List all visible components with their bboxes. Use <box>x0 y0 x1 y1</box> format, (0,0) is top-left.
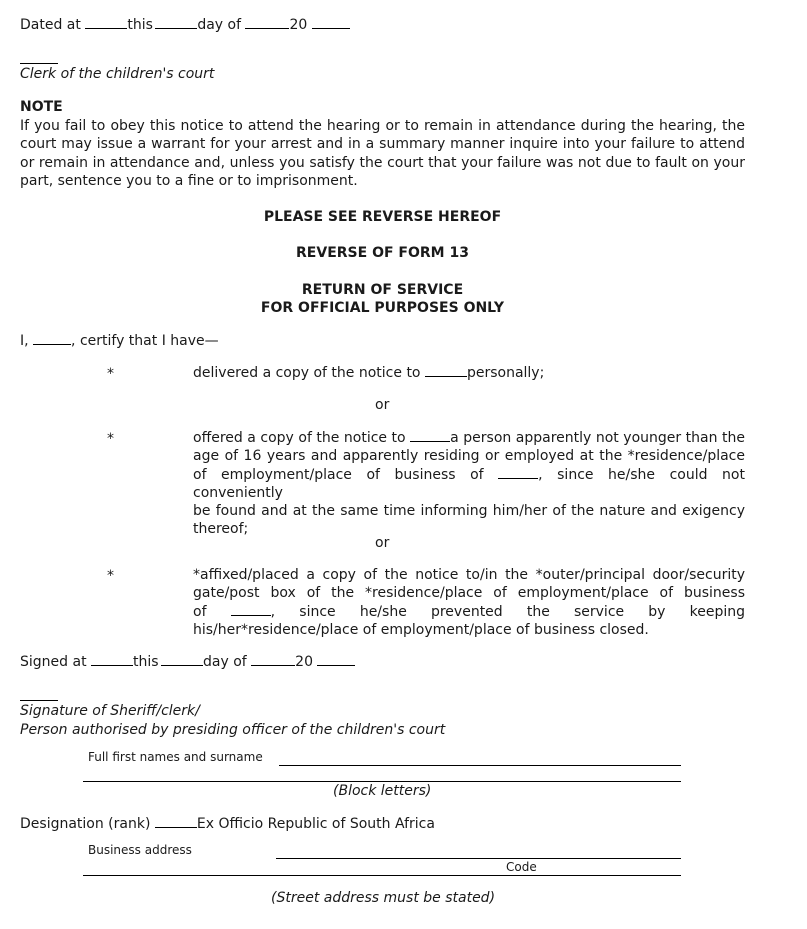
or-separator: or <box>375 535 390 551</box>
option-offered-line: thereof; <box>193 521 249 538</box>
designation-label: Designation (rank) <box>20 816 151 832</box>
signed-year-label: 20 <box>295 654 313 670</box>
option-affixed-line: his/her*residence/place of employment/place of business closed. <box>193 621 649 638</box>
certify-rest: , certify that I have— <box>71 333 219 349</box>
signature-subtitle: Person authorised by presiding officer of the children's court <box>20 722 446 738</box>
offered-text-d: , since he/she could not conveniently <box>193 466 745 501</box>
designation-rank-blank <box>155 815 197 828</box>
option-delivered-text: delivered a copy of the notice to <box>193 365 421 381</box>
signed-place-blank <box>91 653 133 666</box>
option-offered-line: age of 16 years and apparently residing or employed at the *residence/place <box>193 448 745 465</box>
delivered-to-blank <box>425 364 467 377</box>
certify-name-blank <box>33 332 71 345</box>
dated-day-blank <box>155 16 197 29</box>
return-service-heading: RETURN OF SERVICE <box>301 282 464 298</box>
clerk-signature-line <box>20 63 58 64</box>
designation-line <box>20 815 435 832</box>
signed-line <box>20 653 355 670</box>
offered-text-a: offered a copy of the notice to <box>193 430 406 446</box>
dated-year-blank <box>312 16 350 29</box>
day-of-label: day of <box>197 17 242 33</box>
reverse-form-heading: REVERSE OF FORM 13 <box>296 245 469 261</box>
affixed-of-blank <box>231 603 271 616</box>
offered-text-c: of employment/place of business of <box>193 466 484 483</box>
option-offered <box>193 429 745 539</box>
signed-month-blank <box>251 653 295 666</box>
affixed-text-b: , since he/she prevented the service by keeping <box>270 603 746 620</box>
block-letters-note: (Block letters) <box>333 783 432 799</box>
signature-title: Signature of Sheriff/clerk/ <box>20 703 200 719</box>
option-bullet: * <box>107 366 114 382</box>
signed-day-blank <box>161 653 203 666</box>
option-affixed <box>193 566 745 639</box>
option-bullet: * <box>107 431 114 447</box>
note-heading: NOTE <box>20 99 63 115</box>
option-affixed-line: *affixed/placed a copy of the notice to/in the *outer/principal door/security <box>193 567 745 583</box>
full-names-label: Full first names and surname <box>88 750 263 764</box>
signed-this-label: this <box>133 654 159 670</box>
certify-i: I, <box>20 333 29 349</box>
affixed-text-a: of <box>193 603 207 620</box>
designation-rest: Ex Officio Republic of South Africa <box>196 816 435 832</box>
note-line: part, sentence you to a fine or to imprisonment. <box>20 172 358 189</box>
sheriff-signature-line <box>20 700 58 701</box>
option-offered-line <box>193 429 745 447</box>
full-names-second-line[interactable] <box>83 781 681 782</box>
or-separator: or <box>375 397 390 413</box>
dated-line <box>20 16 350 33</box>
option-affixed-line <box>193 603 745 621</box>
option-offered-line <box>193 466 745 503</box>
note-line: If you fail to obey this notice to attend the hearing or to remain in attendance during the hearing, the <box>20 118 745 134</box>
option-delivered-personally: personally; <box>466 365 545 381</box>
code-label: Code <box>506 860 537 874</box>
offered-to-blank <box>410 429 450 442</box>
offered-text-b: a person apparently not younger than the <box>450 430 746 446</box>
business-address-label: Business address <box>88 843 192 857</box>
signed-year-blank <box>317 653 355 666</box>
signed-day-of-label: day of <box>203 654 247 670</box>
dated-place-blank <box>85 16 127 29</box>
business-address-field-line[interactable] <box>276 858 681 859</box>
note-body <box>20 117 745 190</box>
this-label: this <box>127 17 153 33</box>
dated-month-blank <box>245 16 289 29</box>
official-purposes-heading: FOR OFFICIAL PURPOSES ONLY <box>260 300 505 316</box>
option-affixed-line: gate/post box of the *residence/place of employment/place of business <box>193 585 745 602</box>
business-address-second-line[interactable] <box>83 875 681 876</box>
signed-at-label: Signed at <box>20 654 87 670</box>
clerk-title: Clerk of the children's court <box>20 66 215 82</box>
option-delivered <box>193 364 544 381</box>
see-reverse-heading: PLEASE SEE REVERSE HEREOF <box>263 209 502 225</box>
option-bullet: * <box>107 568 114 584</box>
full-names-field-line[interactable] <box>279 765 681 766</box>
certify-line <box>20 332 219 349</box>
option-offered-line: be found and at the same time informing him/her of the nature and exigency <box>193 503 745 520</box>
note-line: or remain in attendance and, unless you satisfy the court that your failure was not due to fault on your <box>20 154 745 171</box>
year-label: 20 <box>289 17 308 33</box>
note-line: court may issue a warrant for your arrest and in a summary manner inquire into your failure to attend <box>20 136 745 153</box>
street-address-note: (Street address must be stated) <box>271 890 496 906</box>
dated-at-label: Dated at <box>20 17 81 33</box>
business-of-blank <box>498 466 538 479</box>
